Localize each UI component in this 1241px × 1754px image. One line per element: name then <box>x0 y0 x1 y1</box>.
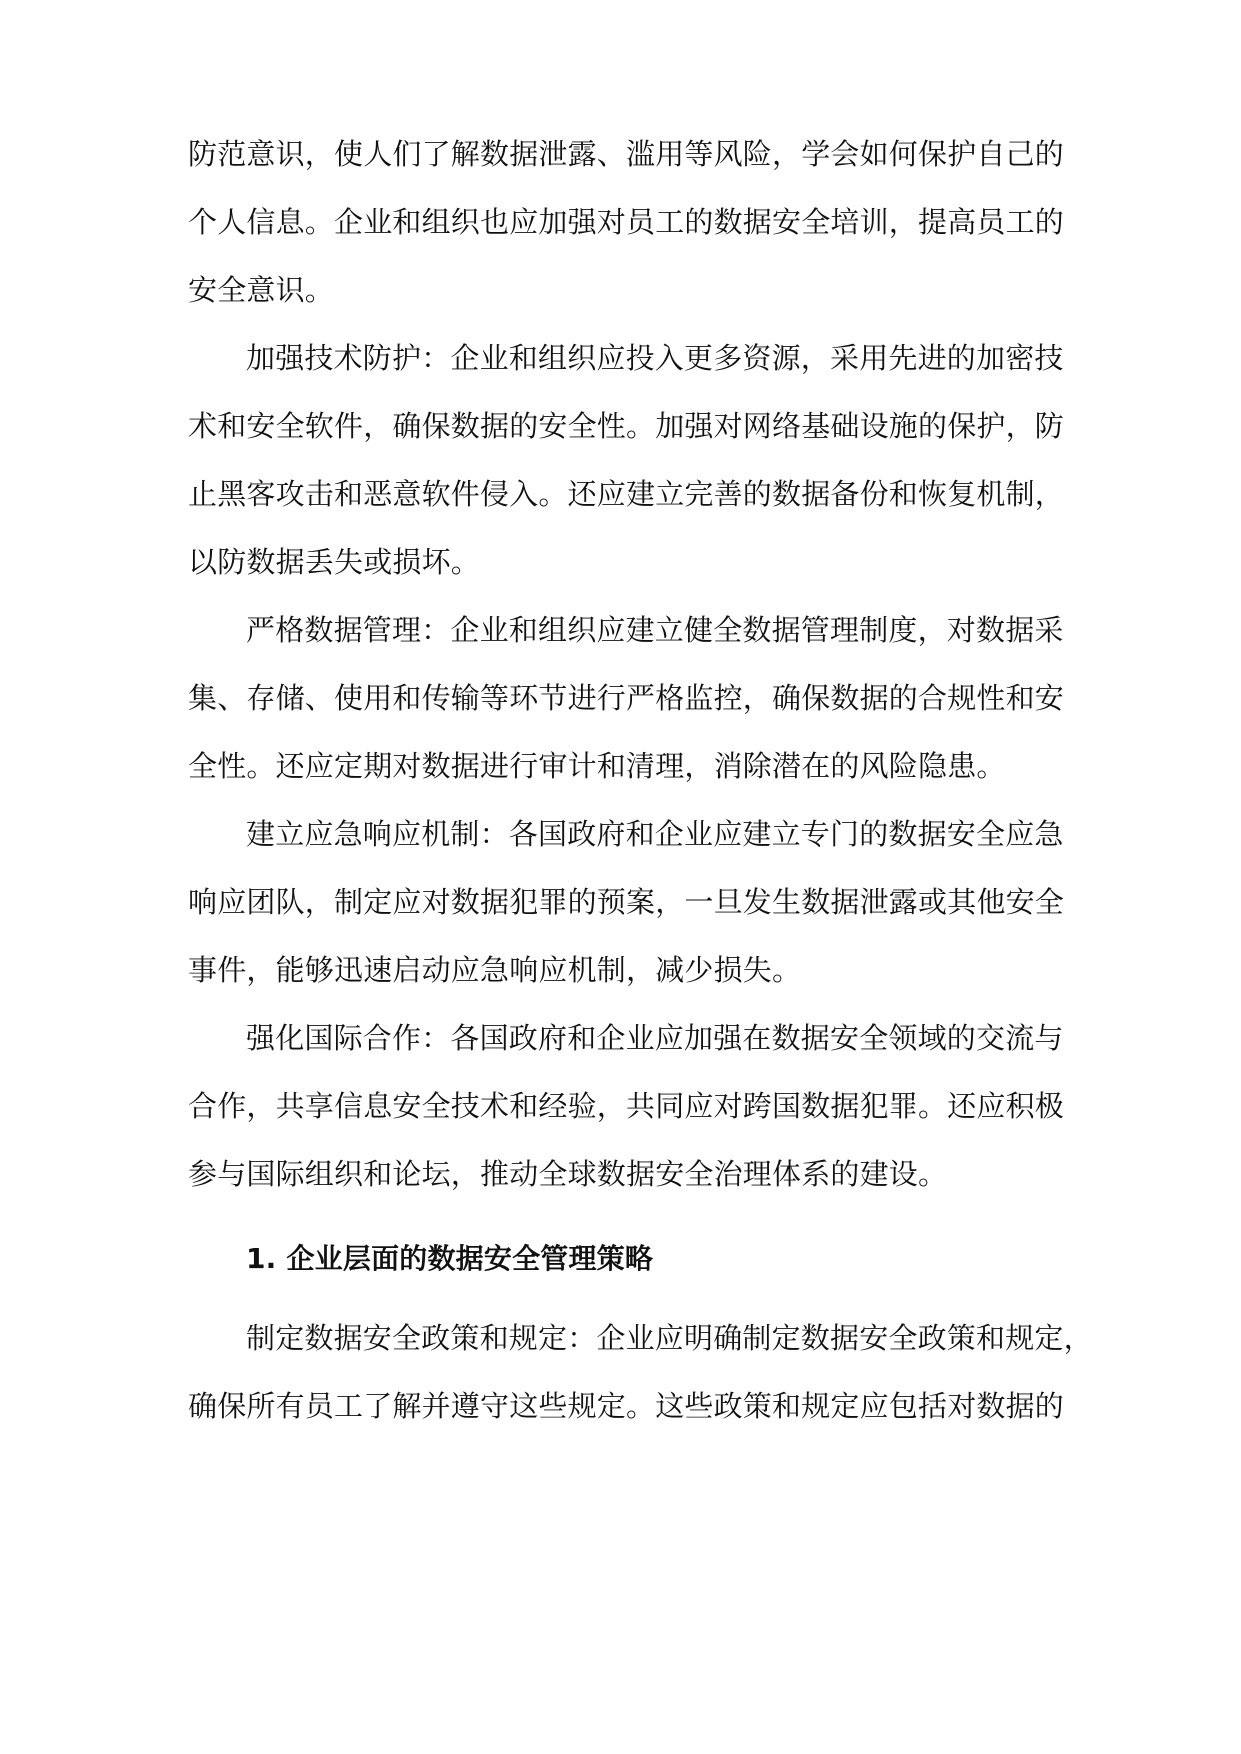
paragraph-line: 加强技术防护：企业和组织应投入更多资源，采用先进的加密技 <box>246 341 1064 375</box>
paragraph-line: 个人信息。企业和组织也应加强对员工的数据安全培训，提高员工的 <box>188 205 1065 239</box>
paragraph-line: 建立应急响应机制：各国政府和企业应建立专门的数据安全应急 <box>246 817 1064 851</box>
paragraph-line: 防范意识，使人们了解数据泄露、滥用等风险，学会如何保护自己的 <box>188 137 1065 171</box>
paragraph-line: 事件，能够迅速启动应急响应机制，减少损失。 <box>188 953 802 987</box>
paragraph-line: 安全意识。 <box>188 273 335 307</box>
paragraph-line: 合作，共享信息安全技术和经验，共同应对跨国数据犯罪。还应积极 <box>188 1089 1065 1123</box>
paragraph-line: 确保所有员工了解并遵守这些规定。这些政策和规定应包括对数据的 <box>188 1389 1065 1423</box>
paragraph-line: 集、存储、使用和传输等环节进行严格监控，确保数据的合规性和安 <box>188 681 1065 715</box>
paragraph-line: 术和安全软件，确保数据的安全性。加强对网络基础设施的保护，防 <box>188 409 1065 443</box>
paragraph-line: 严格数据管理：企业和组织应建立健全数据管理制度，对数据采 <box>246 613 1064 647</box>
paragraph-line: 止黑客攻击和恶意软件侵入。还应建立完善的数据备份和恢复机制， <box>188 477 1065 511</box>
paragraph-line: 以防数据丢失或损坏。 <box>188 545 481 579</box>
paragraph-line: 制定数据安全政策和规定：企业应明确制定数据安全政策和规定， <box>246 1321 1093 1355</box>
paragraph-line: 全性。还应定期对数据进行审计和清理，消除潜在的风险隐患。 <box>188 749 1006 783</box>
paragraph-line: 响应团队，制定应对数据犯罪的预案，一旦发生数据泄露或其他安全 <box>188 885 1065 919</box>
paragraph-line: 参与国际组织和论坛，推动全球数据安全治理体系的建设。 <box>188 1157 948 1191</box>
section-heading: 1. 企业层面的数据安全管理策略 <box>246 1242 654 1275</box>
paragraph-line: 强化国际合作：各国政府和企业应加强在数据安全领域的交流与 <box>246 1021 1064 1055</box>
